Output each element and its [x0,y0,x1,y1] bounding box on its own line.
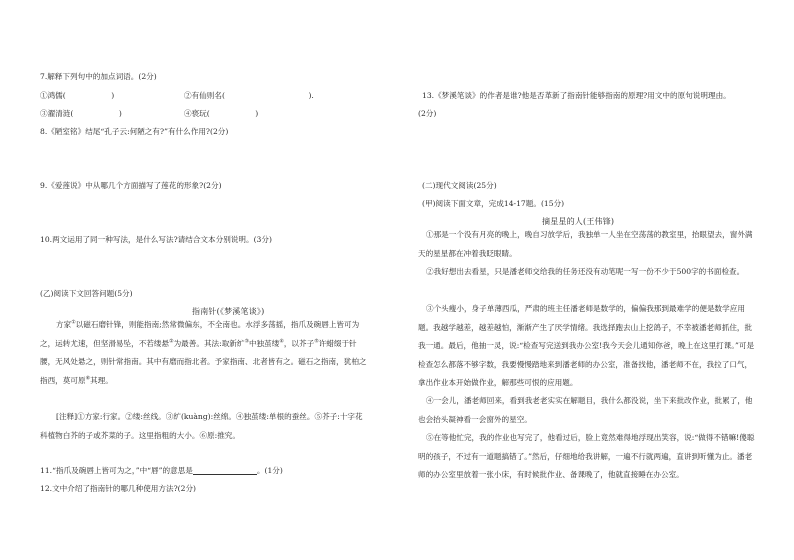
question-7-item-d: ④亵玩( ) [184,109,259,118]
article-title: 摘星星的人(王伟锋) [542,217,615,226]
article-paragraph-1: ①那是一个没有月亮的晚上，晚自习放学后，我独单一人坐在空荡荡的教室里，抬眼望去，窗外满天的星星都在冲着我眨眼睛。 [418,230,753,258]
article-paragraph-4: ④一会儿，潘老师回来，看到我老老实实在解题目，我什么都没说，坐下来批改作业，批累了，他也会抬头凝神看一会窗外的星空。 [418,396,753,424]
article-paragraph-2: ②我好想出去看星，只是潘老师交给我的任务还没有动笔呢一写一份不少于500字的书面检查。 [426,267,745,276]
section-b-heading: (乙)阅读下文回答问题(5分) [40,289,133,298]
article-paragraph-3: ③个头瘦小，身子单薄西瓜，严肃的班主任潘老师是数学的，偏偏我那到最难学的便是数学应用题。我越学越差，越差越怕，渐渐产生了厌学情绪。我选择跑去山上挖鸽子，不幸被潘老师抓住，批我一通。最后，他抽一灵，说:“检查写完送到我办公室!我今天会儿通知你爸，晚上在这里打课。”可是检查怎么都落不够字数，我要慢慢踏地来到潘老师的办公室，准备找他，潘老师不在，我拉了口气，拿出作业本开始做作业，解那些可恨的应用题。 [418,304,755,387]
article-paragraph-5: ⑤在等他忙完，我的作业也写完了，他看过后，脸上竟然难得地浮现出笑容，说:“做得不错嘛!傻聪明的孩子，不过有一道题搞错了。”然后，仔细地给我讲解，一遍不行就两遍，直讲到听懂为止。潘老师的办公室里放着一张小床，有时候批作业、备课晚了，他就直接睡在办公室。 [418,433,755,479]
question-7-item-a: ①鸿儒( ) [40,91,115,100]
question-13-line-2: (2分) [418,109,437,118]
answer-blank[interactable] [193,466,257,475]
passage-title: 指南针(《梦溪笔谈》) [192,307,265,316]
section-2a-heading: (甲)阅读下面文章，完成14-17题。(15分) [422,199,565,208]
question-13-line-1: 13.《梦溪笔谈》的作者是谁?他是否革新了指南针能够指南的原理?用文中的原句说明理由。 [422,91,731,100]
question-11: 11.“指爪及碗唇上皆可为之，”中“唇”的意思是 。(1分) [40,466,283,475]
question-9: 9.《爱莲说》中从哪几个方面描写了莲花的形象?(2分) [40,181,222,190]
passage-notes: [注释]①方家:行家。②缕:丝线。③纩(kuàng):丝绵。④独茧缕:单根的蚕丝。⑤芥子:十字花科植物白芥的子或芥菜的子。这里指粗的大小。⑥原:推究。 [40,412,363,440]
question-12: 12.文中介绍了指南针的哪几种使用方法?(2分) [40,484,196,493]
question-7-item-b: ②有仙则名( ). [184,91,314,100]
question-10: 10.两文运用了同一种写法，是什么写法?请结合文本分别说明。(3分) [40,235,272,244]
question-7-item-c: ③濯清涟( ) [40,109,122,118]
question-7: 7.解释下列句中的加点词语。(2分) [40,72,157,81]
section-2-heading: (二)现代文阅读(25分) [422,181,497,190]
question-8: 8.《陋室铭》结尾“孔子云:何陋之有?”有什么作用?(2分) [40,127,229,136]
passage-text: 方家①以磁石磨针锋，则能指南;然常微偏东，不全南也。水浮多荡摇，指爪及碗唇上皆可为之，运转尤速，但坚滑易坠，不若缕悬②为最善。其法:取新纩③中独茧缕④，以芥子⑤许蜡缀于针腰，无风处悬之，则针常指南。其中有磨而指北者。予家指南、北者皆有之。磁石之指南，犹柏之指西，莫可原⑥其理。 [40,319,367,385]
